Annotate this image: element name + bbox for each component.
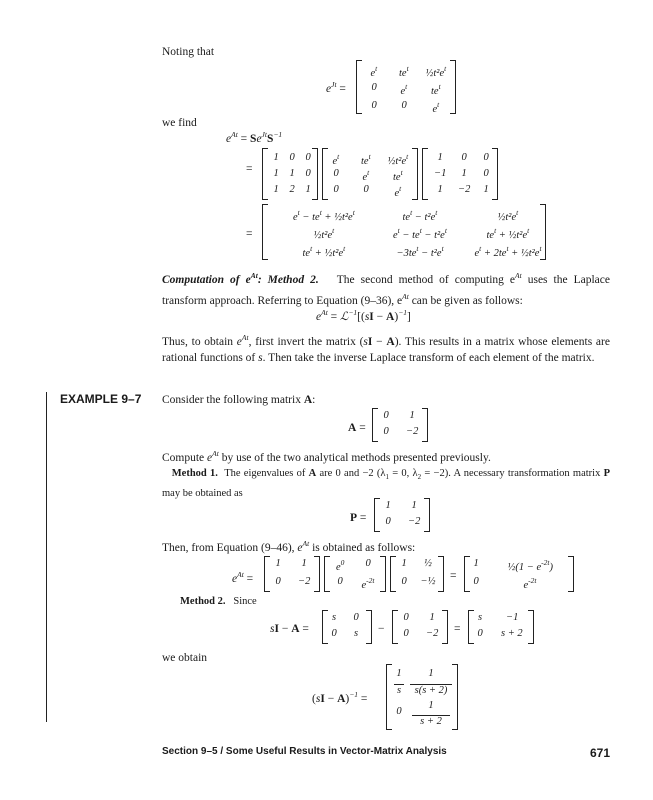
- matrix-cell: s: [332, 612, 337, 623]
- matrix-eJt: [356, 60, 456, 114]
- matrix-ex-Pinv: [390, 556, 444, 592]
- matrix-cell: 1: [473, 558, 479, 569]
- method1-paragraph: Method 1. The eigenvalues of A are 0 and −2 ($\lambda_1 = 0$, $\lambda_2 = -2$). A necessary transformation matrix P may be obtained as: [162, 468, 610, 499]
- matrix-cell: 0: [477, 628, 483, 639]
- matrix-cell: 0: [401, 100, 407, 111]
- thus-paragraph: Thus, to obtain $e^{At}$, first invert the matrix (sI − A). This results in a matrix whose elements are rational functions of s. Then take the inverse Laplace transform of each element of the matrix.: [162, 333, 610, 364]
- matrix-cell: 1: [301, 558, 307, 569]
- inv-11-den: s: [396, 685, 402, 696]
- inv-22-num: 1: [428, 700, 434, 711]
- matrix-cell: 0: [289, 152, 295, 163]
- matrix-cell: 0: [331, 628, 337, 639]
- minus-sign: −: [378, 623, 385, 635]
- bracket-left: [392, 610, 398, 644]
- bracket-left: [264, 556, 270, 592]
- bracket-right: [568, 556, 574, 592]
- matrix-cell: $\frac{1}{2}t^2e^t$: [497, 208, 519, 223]
- matrix-cell: 0: [403, 612, 409, 623]
- method2-since: Method 2. Since: [180, 596, 257, 607]
- bracket-right: [452, 664, 458, 730]
- matrix-cell: −2: [408, 516, 421, 527]
- inv-12-den: s(s + 2): [414, 685, 448, 696]
- bracket-left: [322, 148, 328, 200]
- matrix-cell: 1: [429, 612, 435, 623]
- matrix-cell: 0: [483, 168, 489, 179]
- we-obtain: we obtain: [162, 652, 208, 664]
- matrix-cell: ½(1 − $e^{-2t}$): [507, 558, 553, 573]
- matrix-cell: 1: [437, 184, 443, 195]
- bracket-right: [422, 408, 428, 442]
- example-consider: Consider the following matrix A:: [162, 394, 316, 406]
- matrix-cell: s: [478, 612, 483, 623]
- matrix-cell: 1: [483, 184, 489, 195]
- equals-ex: =: [450, 570, 457, 582]
- matrix-result: [262, 204, 546, 260]
- eq-A-lhs: A =: [348, 422, 366, 434]
- matrix-cell: 0: [473, 576, 479, 587]
- matrix-cell: $e^t + 2te^t$ + $\frac{1}{2}t^2e^t$: [474, 244, 542, 259]
- matrix-inv: [386, 664, 458, 730]
- matrix-A: [372, 408, 428, 442]
- bracket-right: [442, 610, 448, 644]
- bracket-right: [366, 610, 372, 644]
- bracket-right: [438, 556, 444, 592]
- matrix-cell: $-3te^t - t^2e^t$: [396, 244, 444, 259]
- matrix-cell: 0: [383, 426, 389, 437]
- example-label: EXAMPLE 9–7: [60, 392, 142, 406]
- matrix-cell: 0: [401, 576, 407, 587]
- matrix-cell: 1: [411, 500, 417, 511]
- matrix-cell: $e^t - te^t$ + $\frac{1}{2}t^2e^t$: [293, 208, 355, 223]
- matrix-cell: 0: [383, 410, 389, 421]
- matrix-cell: $te^t - t^2e^t$: [402, 208, 438, 223]
- matrix-cell: $e^t$: [432, 100, 440, 115]
- matrix-cell: −2: [458, 184, 471, 195]
- compute-line: Compute $e^{At}$ by use of the two analytical methods presented previously.: [162, 449, 491, 464]
- matrix-cell: 0: [353, 612, 359, 623]
- bracket-left: [468, 610, 474, 644]
- eq-eAt-lhs: $e^{At} = Se^{Jt}S^{-1}$: [226, 130, 283, 145]
- matrix-cell: 0: [333, 184, 339, 195]
- bracket-right: [450, 60, 456, 114]
- matrix-ex-res: [464, 556, 574, 592]
- matrix-cell: 0: [385, 516, 391, 527]
- matrix-cell: $\frac{1}{2}t^2e^t$: [387, 152, 409, 167]
- matrix-cell: 1: [409, 410, 415, 421]
- matrix-cell: 1: [273, 168, 279, 179]
- matrix-cell: $e^t$: [394, 184, 402, 199]
- matrix-cell: $te^t$: [399, 64, 409, 79]
- then-line: Then, from Equation (9–46), $e^{At}$ is obtained as follows:: [162, 539, 416, 554]
- matrix-cell: $te^t$: [361, 152, 371, 167]
- method2-paragraph: Computation of $e^{At}$: Method 2. The second method of computing $e^{At}$ uses the Laplace transform approach. Referring to Equation (9–36), $e^{At}$ can be given as follows:: [162, 271, 610, 307]
- bracket-right: [412, 148, 418, 200]
- matrix-cell: $te^t$ + $\frac{1}{2}t^2e^t$: [486, 226, 530, 241]
- bracket-left: [262, 148, 268, 200]
- matrix-cell: −2: [426, 628, 439, 639]
- footer-page: 671: [590, 746, 611, 760]
- matrix-cell: $\frac{1}{2}t^2e^t$: [313, 226, 335, 241]
- matrix-cell: 0: [333, 168, 339, 179]
- matrix-cell: 0: [363, 184, 369, 195]
- eq-inv-lhs: (sI − A)$^{-1}$ =: [312, 690, 368, 705]
- matrix-P: [374, 498, 430, 532]
- matrix-cell: $te^t$ + $\frac{1}{2}t^2e^t$: [302, 244, 346, 259]
- matrix-cell: 0: [337, 576, 343, 587]
- matrix-cell: $e^{-2t}$: [523, 576, 537, 591]
- matrix-cell: 1: [305, 184, 311, 195]
- bracket-left: [464, 556, 470, 592]
- matrix-cell: 0: [365, 558, 371, 569]
- matrix-ex-P: [264, 556, 320, 592]
- matrix-cell: $e^t - te^t - t^2e^t$: [393, 226, 447, 241]
- inv-21: 0: [396, 706, 402, 717]
- matrix-Sinv: [422, 148, 498, 200]
- matrix-cell: 0: [461, 152, 467, 163]
- matrix-cell: ½: [424, 558, 432, 569]
- matrix-cell: 0: [371, 100, 377, 111]
- footer-section: Section 9–5 / Some Useful Results in Vector-Matrix Analysis: [162, 746, 447, 757]
- matrix-cell: −2: [298, 576, 311, 587]
- bracket-right: [314, 556, 320, 592]
- bracket-left: [262, 204, 268, 260]
- matrix-cell: 1: [273, 152, 279, 163]
- equals-sIA: =: [454, 623, 461, 635]
- matrix-cell: 1: [461, 168, 467, 179]
- matrix-cell: 2: [289, 184, 295, 195]
- matrix-cell: 0: [275, 576, 281, 587]
- ex-eAt-lhs: $e^{At}$ =: [232, 570, 254, 585]
- equals-2: =: [246, 228, 253, 240]
- matrix-cell: 1: [437, 152, 443, 163]
- matrix-cell: 0: [483, 152, 489, 163]
- matrix-cell: −1: [434, 168, 447, 179]
- inv-22-den: s + 2: [420, 716, 442, 727]
- bracket-left: [322, 610, 328, 644]
- bracket-right: [492, 148, 498, 200]
- eq-eJt-lhs: $e^{Jt}$ =: [326, 80, 346, 95]
- bracket-right: [528, 610, 534, 644]
- matrix-cell: 0: [305, 168, 311, 179]
- matrix-cell: 1: [273, 184, 279, 195]
- matrix-cell: $te^t$: [431, 82, 441, 97]
- matrix-eJt-2: [322, 148, 418, 200]
- matrix-cell: $e^t$: [362, 168, 370, 183]
- matrix-ex-diag: [324, 556, 386, 592]
- eq-P-lhs: P =: [350, 512, 367, 524]
- matrix-cell: −1: [506, 612, 519, 623]
- matrix-cell: $e^t$: [370, 64, 378, 79]
- laplace-eq: $e^{At}$ = ℒ$^{-1}$[(sI − A)$^{-1}$]: [316, 308, 411, 323]
- intro-noting: Noting that: [162, 46, 215, 58]
- eq-sIA-lhs: sI − A =: [270, 623, 309, 635]
- bracket-right: [424, 498, 430, 532]
- bracket-left: [390, 556, 396, 592]
- bracket-left: [324, 556, 330, 592]
- bracket-left: [356, 60, 362, 114]
- matrix-sIA-A: [392, 610, 448, 644]
- matrix-cell: −½: [420, 576, 436, 587]
- matrix-cell: 0: [403, 628, 409, 639]
- inv-11-num: 1: [396, 668, 402, 679]
- equals-1: =: [246, 163, 253, 175]
- matrix-cell: 1: [401, 558, 407, 569]
- matrix-cell: $e^{-2t}$: [361, 576, 375, 591]
- matrix-cell: −2: [406, 426, 419, 437]
- example-side-rule: [46, 392, 47, 722]
- matrix-cell: 0: [371, 82, 377, 93]
- matrix-cell: $\frac{1}{2}t^2e^t$: [425, 64, 447, 79]
- inv-12-num: 1: [428, 668, 434, 679]
- matrix-cell: $te^t$: [393, 168, 403, 183]
- matrix-cell: $e^t$: [332, 152, 340, 167]
- matrix-sIA-res: [468, 610, 534, 644]
- matrix-cell: 0: [305, 152, 311, 163]
- matrix-cell: 1: [289, 168, 295, 179]
- matrix-cell: $e^0$: [336, 558, 345, 573]
- bracket-right: [312, 148, 318, 200]
- bracket-left: [372, 408, 378, 442]
- matrix-cell: 1: [385, 500, 391, 511]
- matrix-cell: s + 2: [501, 628, 523, 639]
- bracket-left: [422, 148, 428, 200]
- matrix-cell: 1: [275, 558, 281, 569]
- matrix-cell: $e^t$: [400, 82, 408, 97]
- method2-heading: Computation of $e^{At}$: Method 2.: [162, 271, 319, 286]
- matrix-cell: s: [354, 628, 359, 639]
- we-find: we find: [162, 117, 197, 129]
- matrix-S: [262, 148, 318, 200]
- matrix-sI: [322, 610, 372, 644]
- bracket-left: [374, 498, 380, 532]
- bracket-right: [380, 556, 386, 592]
